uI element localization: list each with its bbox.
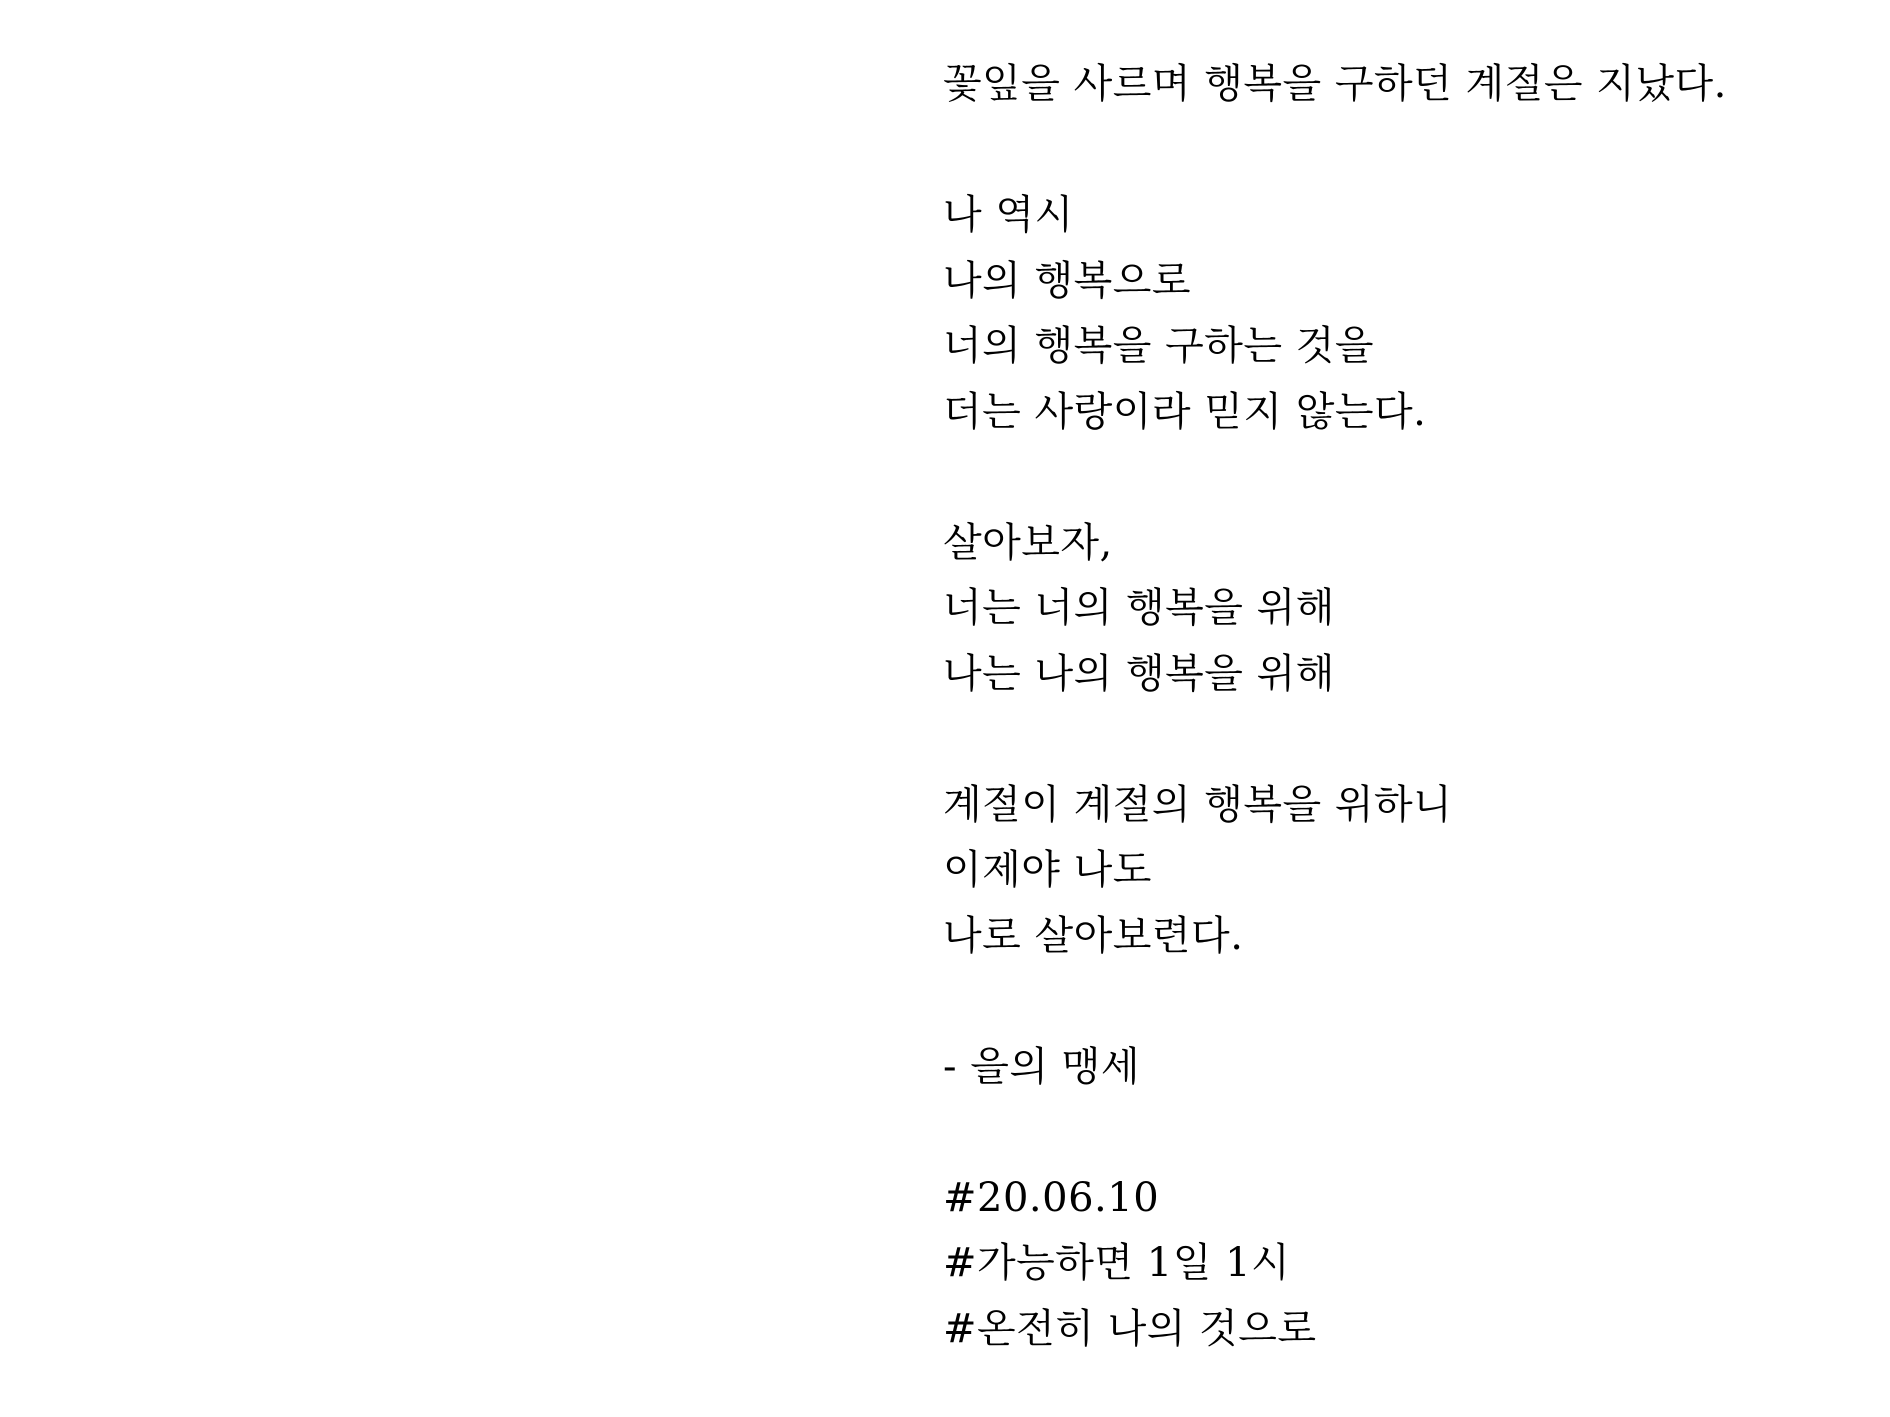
poem-line: 이제야 나도	[943, 847, 1152, 893]
poem-line: 더는 사랑이라 믿지 않는다.	[943, 388, 1427, 435]
poem-stanza-2	[943, 183, 1727, 445]
hashtag: #온전히 나의 것으로	[943, 1305, 1317, 1352]
hashtag: #가능하면 1일 1시	[943, 1240, 1291, 1286]
hashtag-date: #20.06.10	[943, 1174, 1160, 1221]
poem-line: 나의 행복으로	[943, 257, 1192, 304]
poem-line: 나 역시	[943, 192, 1074, 238]
poem-signature: - 을의 맹세	[943, 1043, 1141, 1090]
poem-stanza-3	[943, 511, 1727, 708]
poem-signature-block	[943, 1035, 1727, 1101]
hashtag-block	[943, 1166, 1727, 1363]
poem-text-block	[943, 52, 1727, 1362]
poem-line: 너는 너의 행복을 위해	[943, 585, 1335, 631]
poem-line: 꽃잎을 사르며 행복을 구하던 계절은 지났다.	[943, 61, 1727, 107]
poem-line: 계절이 계절의 행복을 위하니	[943, 781, 1453, 828]
poem-line: 살아보자,	[943, 519, 1113, 566]
poem-line: 나는 나의 행복을 위해	[943, 650, 1335, 697]
poem-stanza-1	[943, 52, 1727, 118]
poem-stanza-4	[943, 773, 1727, 970]
poem-line: 너의 행복을 구하는 것을	[943, 323, 1375, 369]
poem-line: 나로 살아보련다.	[943, 912, 1244, 959]
